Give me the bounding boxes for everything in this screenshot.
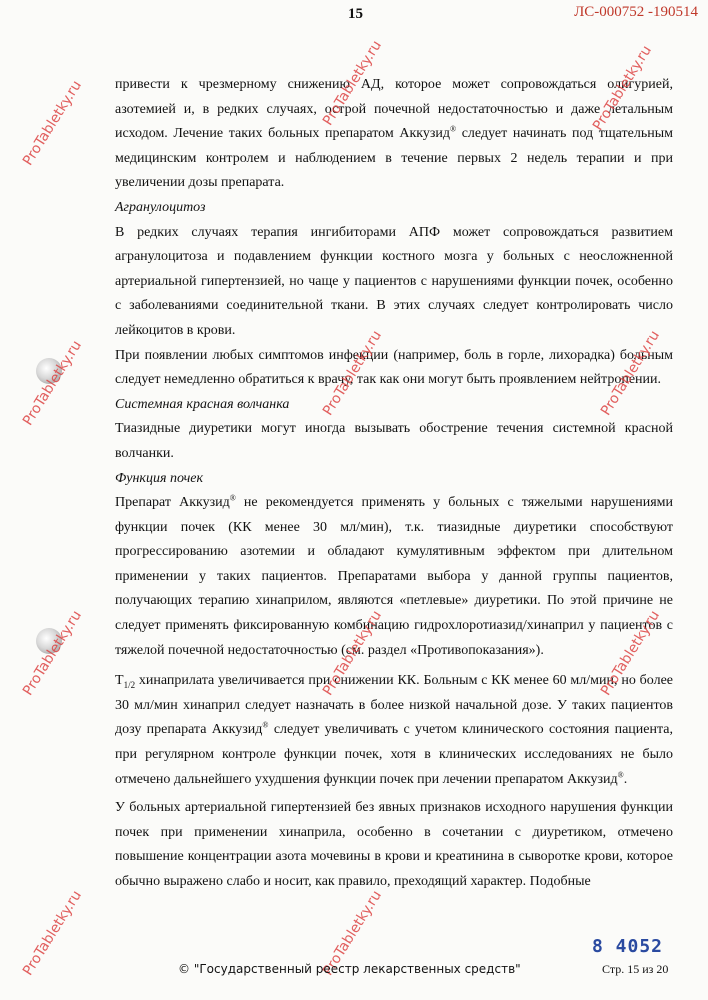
paragraph: При появлении любых симптомов инфекции (например, боль в горле, лихорадка) больным следует немедленно обратиться к врачу, так как они могут быть проявлением нейтропении. [115,347,673,388]
paragraph: Препарат Аккузид® не рекомендуется применять у больных с тяжелыми нарушениями функции почек (КК менее 30 мл/мин), т.к. тиазидные диуретики способствуют прогрессированию азотемии и обладают кумулятивным эффектом при длительном применении у таких пациентов. Препаратами выбора у данной группы пациентов, получающих терапию хинаприлом, являются «петлевые» диуретики. По этой причине не следует применять фиксированную комбинацию гидрохлоротиазид/хинаприл у пациентов с тяжелой почечной недостаточностью (см. раздел «Противопоказания»). [115,493,673,658]
watermark: ProTabletky.ru [20,77,85,169]
watermark: ProTabletky.ru [320,327,385,419]
paragraph: Тиазидные диуретики могут иногда вызывать обострение течения системной красной волчанки. [115,421,673,461]
document-id: ЛС-000752 -190514 [574,4,698,20]
paragraph: В редких случаях терапия ингибиторами АПФ может сопровождаться развитием агранулоцитоза и подавлением функции костного мозга у больных с неосложненной артериальной гипертензией, но чаще у пациентов с нарушениями функции почек, особенно с заболеваниями соединительной ткани. В этих случаях следует контролировать число лейкоцитов в крови. [115,224,673,338]
footer-page-info: Стр. 15 из 20 [602,962,669,976]
watermark: ProTabletky.ru [598,327,663,419]
watermark: ProTabletky.ru [320,887,385,979]
document-body [115,73,673,895]
section-heading-lupus: Системная красная волчанка [115,396,290,412]
watermark: ProTabletky.ru [20,887,85,979]
footer-copyright: © "Государственный реестр лекарственных средств" [178,962,521,976]
watermark: ProTabletky.ru [590,42,655,134]
paragraph: У больных артериальной гипертензией без явных признаков исходного нарушения функции почек при применении хинаприла, особенно в сочетании с диуретиком, отмечено повышение концентрации азота мочевины в крови и креатинина в сыворотке крови, которое обычно выражено слабо и носит, как правило, преходящий характер. Подобные [115,800,673,889]
watermark: ProTabletky.ru [20,607,85,699]
page-number: 15 [348,6,363,22]
section-heading-agranulocytosis: Агранулоцитоз [115,199,206,215]
watermark: ProTabletky.ru [20,337,85,429]
watermark: ProTabletky.ru [320,607,385,699]
paragraph: $T_{1/2}$ хинаприлата увеличивается при снижении КК. Больным с КК менее 60 мл/мин, но более 30 мл/мин хинаприл следует назначать в более низкой начальной дозе. У таких пациентов дозу препарата Аккузид® следует увеличивать с учетом клинического состояния пациента, при регулярном контроле функции почек, хотя в клинических исследованиях не было отмечено дальнейшего ухудшения функции почек при лечении препаратом Аккузид®. [115,673,673,787]
watermark: ProTabletky.ru [598,607,663,699]
paragraph: привести к чрезмерному снижению АД, которое может сопровождаться олигурией, азотемией и, в редких случаях, острой почечной недостаточностью и даже летальным исходом. Лечение таких больных препаратом Аккузид® следует начинать под тщательным медицинским контролем и наблюдением в течение первых 2 недель терапии и при увеличении дозы препарата. [115,77,673,191]
watermark: ProTabletky.ru [320,37,385,129]
section-heading-kidney-function: Функция почек [115,470,204,486]
registration-stamp: 8 4052 [592,936,664,957]
